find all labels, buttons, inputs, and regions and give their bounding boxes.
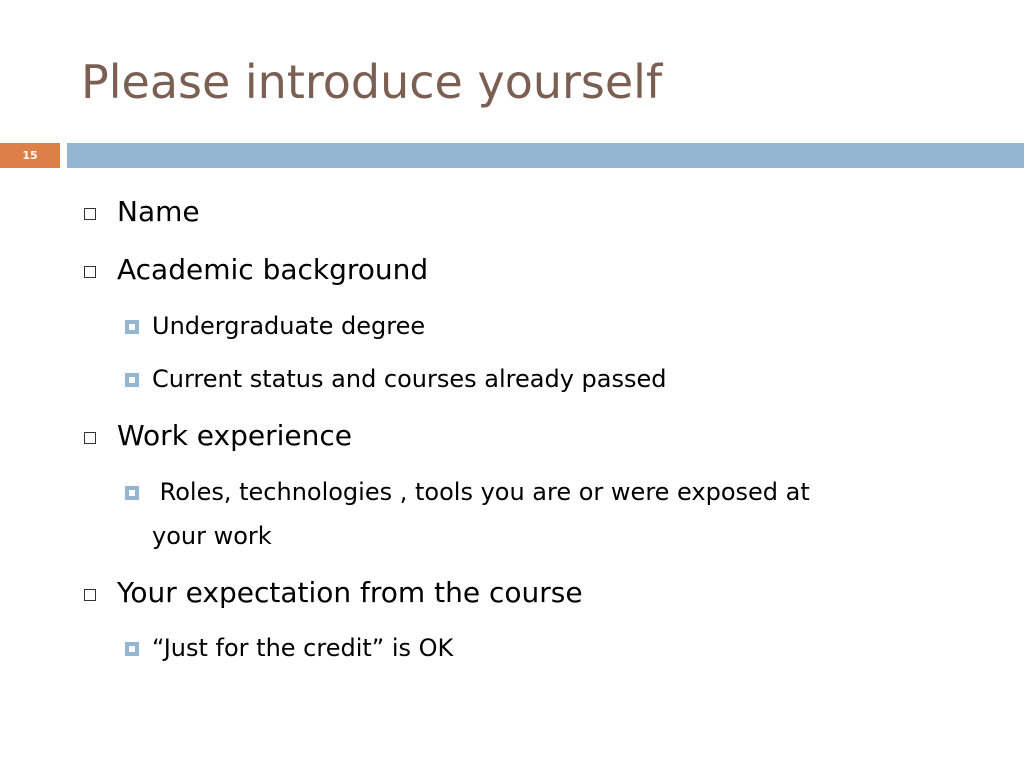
bullet-text: Work experience [117,419,352,452]
filled-square-icon [125,642,139,656]
sub-bullet-item [123,310,425,342]
hollow-square-icon [84,432,96,444]
sub-bullet-text: “Just for the credit” is OK [152,634,454,662]
bullet-text: Name [117,195,200,228]
sub-bullet-text: Current status and courses already passed [152,365,667,393]
bullet-item [84,194,200,230]
filled-square-icon [125,320,139,334]
filled-square-icon [125,373,139,387]
hollow-square-icon [84,208,96,220]
bullet-text: Academic background [117,253,429,286]
bullet-item [84,575,583,611]
hollow-square-icon [84,266,96,278]
bullet-item [84,418,352,454]
sub-bullet-item [123,632,453,664]
bullet-text: Your expectation from the course [117,576,583,609]
hollow-square-icon [84,589,96,601]
sub-bullet-item [123,363,667,395]
filled-square-icon [125,486,139,500]
sub-bullet-text: Undergraduate degree [152,312,426,340]
sub-bullet-continuation: your work [152,522,272,550]
sub-bullet-text: Roles, technologies , tools you are or were exposed at [152,478,810,506]
slide-number: 15 [22,149,38,162]
bullet-item [84,252,428,288]
slide-title: Please introduce yourself [81,55,663,109]
sub-bullet-item [123,476,810,508]
